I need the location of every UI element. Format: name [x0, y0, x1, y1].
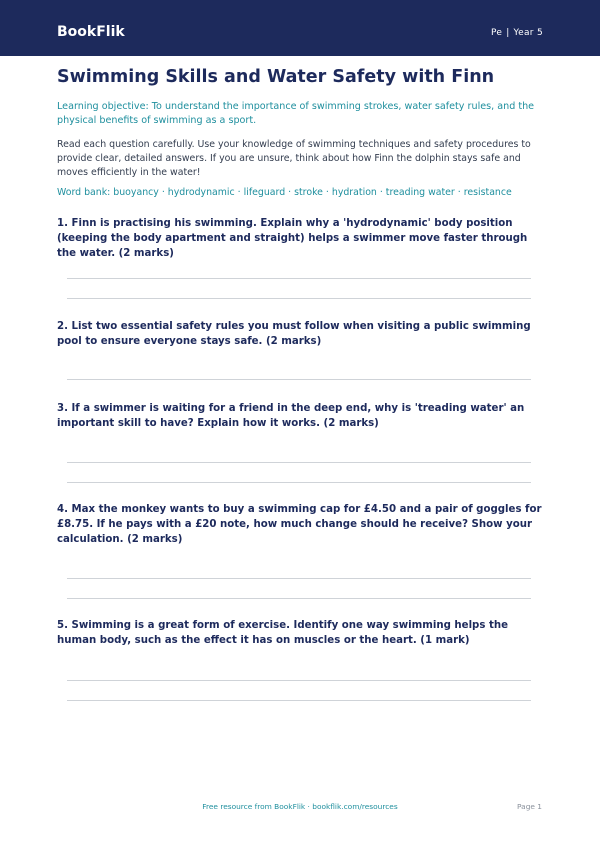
- instructions-text: Read each question carefully. Use your knowledge of swimming techniques and safety procedures to provide clear, detailed answers. If you are unsure, think about how Finn the dolphin stays safe and moves efficiently in the water!: [57, 139, 531, 178]
- brand-logo-text: BookFlik: [57, 24, 125, 40]
- answer-line[interactable]: [67, 462, 531, 463]
- answer-line[interactable]: [67, 278, 531, 279]
- subject-label: Pe: [490, 28, 503, 38]
- page-title: Swimming Skills and Water Safety with Finn: [57, 67, 495, 87]
- question-4: 4. Max the monkey wants to buy a swimming cap for £4.50 and a pair of goggles for £8.75. If he pays with a £20 note, how much change should he receive? Show your calculation. (2 marks): [57, 504, 542, 545]
- header-bar: [0, 0, 600, 56]
- answer-line[interactable]: [67, 482, 531, 483]
- answer-line[interactable]: [67, 578, 531, 579]
- word-bank: Word bank: buoyancy · hydrodynamic · lifeguard · stroke · hydration · treading water · resistance: [57, 187, 512, 198]
- meta-separator: |: [506, 28, 510, 38]
- question-2: 2. List two essential safety rules you must follow when visiting a public swimming pool to ensure everyone stays safe. (2 marks): [57, 321, 531, 347]
- answer-line[interactable]: [67, 298, 531, 299]
- page-number: Page 1: [517, 802, 542, 811]
- year-label: Year 5: [513, 28, 543, 38]
- answer-line[interactable]: [67, 680, 531, 681]
- answer-line[interactable]: [67, 700, 531, 701]
- answer-line[interactable]: [67, 598, 531, 599]
- footer-link[interactable]: Free resource from BookFlik · bookflik.com/resources: [202, 802, 398, 811]
- subject-year-label: [491, 28, 543, 38]
- question-1: 1. Finn is practising his swimming. Explain why a 'hydrodynamic' body position (keeping the body apartment and straight) helps a swimmer move faster through the water. (2 marks): [57, 218, 528, 259]
- answer-line[interactable]: [67, 379, 531, 380]
- question-5: 5. Swimming is a great form of exercise. Identify one way swimming helps the human body, such as the effect it has on muscles or the heart. (1 mark): [57, 620, 508, 646]
- learning-objective: Learning objective: To understand the importance of swimming strokes, water safety rules, and the physical benefits of swimming as a sport.: [57, 101, 535, 126]
- question-3: 3. If a swimmer is waiting for a friend in the deep end, why is 'treading water' an important skill to have? Explain how it works. (2 marks): [57, 403, 525, 429]
